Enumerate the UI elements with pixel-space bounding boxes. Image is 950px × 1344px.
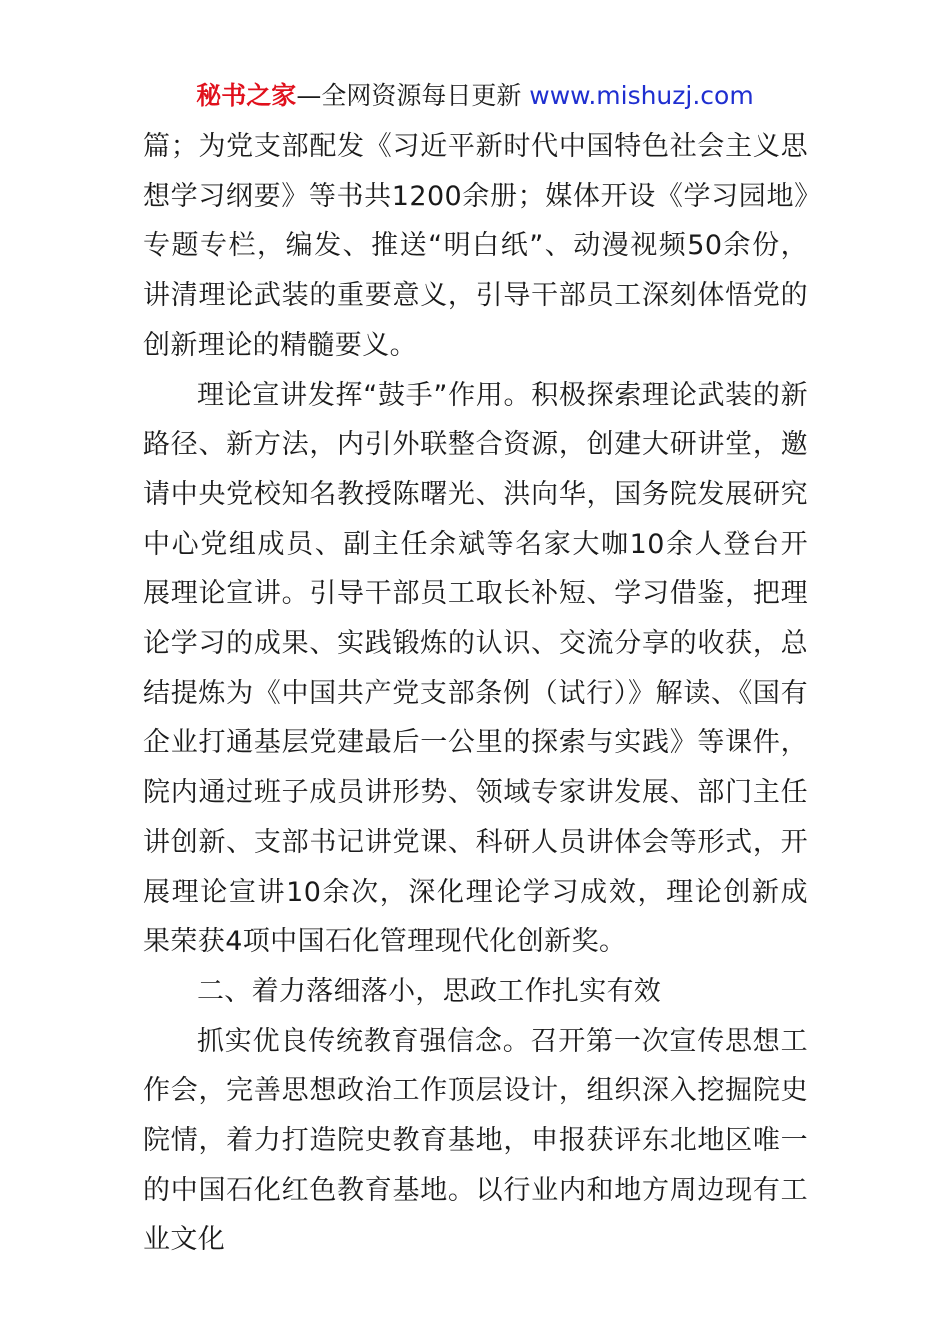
page-header [0,78,950,114]
header-brand: 秘书之家 [196,81,297,110]
paragraph-tradition-education: 抓实优良传统教育强信念。召开第一次宣传思想工作会，完善思想政治工作顶层设计，组织深入挖掘院史院情，着力打造院史教育基地，申报获评东北地区唯一的中国石化红色教育基地。以行业内和地方周边现有工业文化 [143,1025,808,1256]
section-heading: 二、着力落细落小，思政工作扎实有效 [197,975,662,1007]
paragraph-theory-lecture: 理论宣讲发挥“鼓手”作用。积极探索理论武装的新路径、新方法，内引外联整合资源，创建大研讲堂，邀请中央党校知名教授陈曙光、洪向华，国务院发展研究中心党组成员、副主任余斌等名家大咖10余人登台开展理论宣讲。引导干部员工取长补短、学习借鉴，把理论学习的成果、实践锻炼的认识、交流分享的收获，总结提炼为《中国共产党支部条例（试行）》解读、《国有企业打通基层党建最后一公里的探索与实践》等课件，院内通过班子成员讲形势、领域专家讲发展、部门主任讲创新、支部书记讲党课、科研人员讲体会等形式，开展理论宣讲10余次，深化理论学习成效，理论创新成果荣获4项中国石化管理现代化创新奖。 [143,379,808,958]
header-tagline: —全网资源每日更新 [296,81,522,110]
document-body [143,122,808,1265]
header-site-link[interactable]: www.mishuzj.com [521,81,754,110]
paragraph-continuation: 篇；为党支部配发《习近平新时代中国特色社会主义思想学习纲要》等书共1200余册；媒体开设《学习园地》专题专栏，编发、推送“明白纸”、动漫视频50余份，讲清理论武装的重要意义，引导干部员工深刻体悟党的创新理论的精髓要义。 [143,131,808,361]
